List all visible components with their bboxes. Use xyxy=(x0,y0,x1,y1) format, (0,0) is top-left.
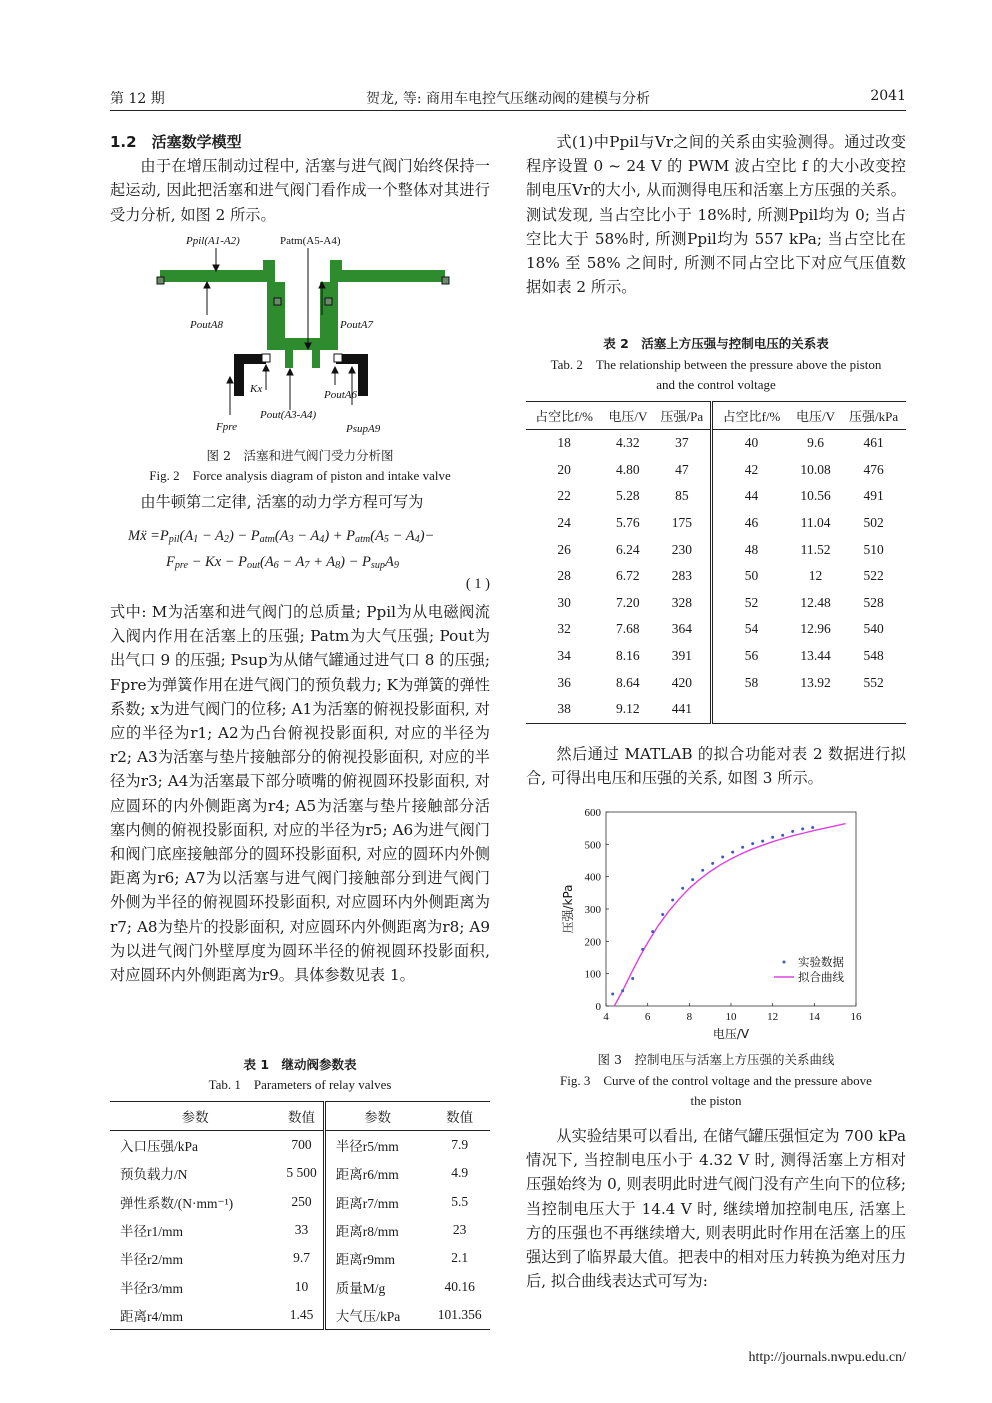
data-point xyxy=(811,826,814,829)
table-2-header-cell: 压强/kPa xyxy=(841,402,906,430)
table-2-cell: 40 xyxy=(744,435,759,451)
x-tick-label: 8 xyxy=(686,1011,693,1023)
table-2-cell: 42 xyxy=(744,461,759,477)
table-1-cell: 7.9 xyxy=(451,1137,469,1153)
table-1-row xyxy=(110,1188,490,1216)
y-axis-label: 压强/kPa xyxy=(561,884,575,934)
table-2-cell: 4.80 xyxy=(616,461,640,477)
data-point xyxy=(611,993,614,996)
x-tick-label: 10 xyxy=(725,1011,737,1023)
table-1-cell: 弹性系数/(N·mm⁻¹) xyxy=(120,1195,234,1211)
table-2-cell: 7.20 xyxy=(616,594,640,610)
figure-3-chart xyxy=(556,800,876,1045)
table-2-cell: 175 xyxy=(654,510,712,537)
table-1-cell: 1.45 xyxy=(280,1301,324,1330)
table-2-cell: 54 xyxy=(744,621,759,637)
table-1-caption-en: Tab. 1 Parameters of relay valves xyxy=(208,1077,392,1092)
table-1-cell: 质量M/g xyxy=(335,1280,386,1296)
table-1-cell: 距离r6/mm xyxy=(335,1167,399,1183)
table-2-caption-en-2: and the control voltage xyxy=(656,377,776,392)
x-tick-label: 4 xyxy=(603,1011,609,1023)
table-2-header-cell: 电压/V xyxy=(790,402,841,430)
table-2-cell: 58 xyxy=(744,674,759,690)
table-2-cell: 9.6 xyxy=(807,435,824,451)
label-pout-a6: PoutA6 xyxy=(324,389,357,401)
experiment-paragraph: 式(1)中Ppil与Vr之间的关系由实验测得。通过改变程序设置 0 ~ 24 V 的 PWM 波占空比 f 的大小改变控制电压Vr的大小, 从而测得电压和活塞上方压强的关系。测试发现, 当占空比小于 18%时, 所测Ppil均为 0; 当占空比大于 58%时, 所测Ppil均为 557 kPa; 当占空比在 18% 至 58% 之间时, 所测不同占空比下对应气压值数据如表 2 所示。 xyxy=(526,133,906,297)
newton-line xyxy=(110,490,490,514)
data-point xyxy=(801,827,804,830)
table-2-row xyxy=(526,669,906,696)
page-number: 2041 xyxy=(870,88,906,104)
table-1-cell: 33 xyxy=(280,1216,324,1244)
x-tick-label: 12 xyxy=(767,1011,779,1023)
definitions-block xyxy=(110,600,490,987)
table-2-cell: 44 xyxy=(744,488,759,504)
table-1-cell: 大气压/kPa xyxy=(335,1308,401,1324)
table-2-cell: 11.04 xyxy=(800,515,831,531)
table-2-cell: 540 xyxy=(863,621,884,637)
table-2-cell: 9.12 xyxy=(616,701,640,717)
table-2-cell: 38 xyxy=(557,701,571,717)
fitting-paragraph: 然后通过 MATLAB 的拟合功能对表 2 数据进行拟合, 可得出电压和压强的关系, 如图 3 所示。 xyxy=(526,745,906,788)
left-column-top xyxy=(110,130,490,227)
table-2-cell: 476 xyxy=(863,461,884,477)
legend-label: 拟合曲线 xyxy=(798,970,844,984)
table-2-cell: 37 xyxy=(654,430,712,457)
table-2-cell: 34 xyxy=(557,648,571,664)
table-2-cell: 6.24 xyxy=(616,541,640,557)
data-point xyxy=(711,862,714,865)
label-psup-a9: PsupA9 xyxy=(346,423,381,435)
table-2-cell: 548 xyxy=(863,648,884,664)
table-2-cell: 28 xyxy=(557,568,571,584)
data-point xyxy=(781,834,784,837)
data-point xyxy=(651,930,654,933)
table-1-cell: 5 500 xyxy=(280,1159,324,1187)
data-point xyxy=(661,913,664,916)
y-tick-label: 0 xyxy=(595,1001,601,1013)
table-2-cell: 6.72 xyxy=(616,568,640,584)
table-2-cell: 12.96 xyxy=(800,621,831,637)
table-2-cell: 30 xyxy=(557,594,571,610)
table-2-cell: 420 xyxy=(654,669,712,696)
data-point xyxy=(751,842,754,845)
fitting-paragraph-block xyxy=(526,742,906,790)
section-heading: 1.2 活塞数学模型 xyxy=(110,133,242,151)
data-point xyxy=(671,898,674,901)
table-2-header-cell: 占空比f/% xyxy=(526,402,602,430)
table-2-cell: 8.16 xyxy=(616,648,640,664)
table-2-cell: 13.92 xyxy=(800,674,831,690)
table-2-cell: 391 xyxy=(654,643,712,670)
data-point xyxy=(641,948,644,951)
label-kx: Kx xyxy=(250,383,263,395)
table-2-cell: 52 xyxy=(744,594,759,610)
table-2-cell: 283 xyxy=(654,563,712,590)
y-tick-label: 100 xyxy=(584,968,601,981)
table-2-cell xyxy=(790,696,841,723)
table-2-row xyxy=(526,563,906,590)
table-2-cell: 36 xyxy=(557,674,571,690)
figure-3-caption-en-1: Fig. 3 Curve of the control voltage and the pressure above xyxy=(560,1073,872,1088)
label-patm: Patm(A5-A4) xyxy=(280,235,341,247)
table-1-row xyxy=(110,1301,490,1330)
data-point xyxy=(741,846,744,849)
table-2-cell: 47 xyxy=(654,457,712,484)
table-2-cell: 328 xyxy=(654,590,712,617)
table-2-cell: 5.76 xyxy=(616,515,640,531)
table-2-cell: 48 xyxy=(744,541,759,557)
equation-number: ( 1 ) xyxy=(465,576,490,592)
table-2-cell: 12.48 xyxy=(800,594,831,610)
y-tick-label: 500 xyxy=(584,839,601,852)
table-1-caption-cn: 表 1 继动阀参数表 xyxy=(243,1057,357,1072)
equation-1-line-1: Mẍ $=P_{pil}(A_1 - A_2) - P_{atm}(A_3 - A_4) + P_{atm}(A_5 - A_4)-$ xyxy=(128,528,435,545)
data-point xyxy=(621,989,624,992)
data-point xyxy=(731,851,734,854)
table-2-cell: 85 xyxy=(654,483,712,510)
table-2-row xyxy=(526,643,906,670)
table-2-cell: 364 xyxy=(654,616,712,643)
table-1-header-cell: 参数 xyxy=(110,1102,280,1131)
y-tick-label: 200 xyxy=(584,936,601,949)
table-2-cell: 12 xyxy=(808,568,823,584)
table-2-row xyxy=(526,696,906,723)
table-2-row xyxy=(526,430,906,457)
table-2-row xyxy=(526,536,906,563)
table-1-cell: 距离r7/mm xyxy=(335,1195,399,1211)
table-1-cell: 40.16 xyxy=(444,1278,475,1294)
running-header xyxy=(110,88,906,110)
table-1-cell: 250 xyxy=(280,1188,324,1216)
label-fpre: Fpre xyxy=(216,421,237,433)
table-2-row xyxy=(526,590,906,617)
table-2-cell: 10.08 xyxy=(800,461,831,477)
table-2-cell: 32 xyxy=(557,621,571,637)
equation-1-line-2: $F_{pre} - Kx - P_{out}(A_6 - A_7 + A_8) - P_{sup}A_9$ xyxy=(166,554,399,571)
label-pout-a3a4: Pout(A3-A4) xyxy=(260,409,317,421)
table-2-cell: 7.68 xyxy=(616,621,640,637)
table-1-cell: 10 xyxy=(280,1272,324,1300)
table-1-cell: 半径r5/mm xyxy=(335,1139,399,1155)
table-2-cell: 11.52 xyxy=(800,541,831,557)
table-2-cell xyxy=(841,696,906,723)
table-2-cell: 491 xyxy=(863,488,884,504)
table-2-cell: 4.32 xyxy=(616,435,640,451)
table-1-cell: 半径r2/mm xyxy=(120,1252,183,1268)
table-1-row xyxy=(110,1244,490,1272)
table-1-header-cell: 参数 xyxy=(324,1102,429,1131)
label-pout-a8: PoutA8 xyxy=(190,319,223,331)
table-2-cell: 528 xyxy=(863,594,884,610)
table-1-row xyxy=(110,1131,490,1160)
table-2-cell: 510 xyxy=(863,541,884,557)
table-2-cell: 10.56 xyxy=(800,488,831,504)
table-1-row xyxy=(110,1159,490,1187)
y-tick-label: 300 xyxy=(584,904,601,916)
issue-number: 第 12 期 xyxy=(110,91,165,107)
table-2-cell: 461 xyxy=(863,435,884,451)
y-tick-label: 600 xyxy=(584,807,601,819)
table-1-cell: 预负载力/N xyxy=(120,1167,188,1183)
table-1-cell: 101.356 xyxy=(437,1306,482,1322)
table-2-cell: 20 xyxy=(557,461,571,477)
table-2-cell: 24 xyxy=(557,515,571,531)
figure-2-diagram xyxy=(150,230,460,440)
data-point xyxy=(691,878,694,881)
table-1-cell: 半径r1/mm xyxy=(120,1224,183,1240)
piston-shape xyxy=(157,260,449,368)
data-point xyxy=(771,836,774,839)
label-pout-a7: PoutA7 xyxy=(340,319,373,331)
table-2-row xyxy=(526,483,906,510)
x-axis-label: 电压/V xyxy=(712,1027,750,1041)
data-point xyxy=(791,830,794,833)
table-2-cell: 22 xyxy=(557,488,571,504)
newton-sentence: 由牛顿第二定律, 活塞的动力学方程可写为 xyxy=(140,493,424,511)
table-1-cell: 700 xyxy=(280,1131,324,1160)
figure-3-caption-en-2: the piston xyxy=(690,1093,742,1108)
data-point xyxy=(721,855,724,858)
data-point xyxy=(761,840,764,843)
table-2-cell: 46 xyxy=(744,515,759,531)
table-2-cell: 502 xyxy=(863,515,884,531)
table-2-cell: 5.28 xyxy=(616,488,640,504)
x-tick-label: 6 xyxy=(644,1011,651,1023)
table-1-cell: 距离r4/mm xyxy=(120,1308,183,1324)
table-2-cell xyxy=(712,696,790,723)
table-1-cell: 2.1 xyxy=(451,1250,469,1266)
table-1-cell: 入口压强/kPa xyxy=(120,1139,199,1155)
conclusion-block xyxy=(526,1124,906,1293)
table-2-header-cell: 压强/Pa xyxy=(654,402,712,430)
table-1-cell: 距离r8/mm xyxy=(335,1224,399,1240)
table-1-header-cell: 数值 xyxy=(429,1102,490,1131)
table-2-cell: 50 xyxy=(744,568,759,584)
figure-2-caption-en: Fig. 2 Force analysis diagram of piston and intake valve xyxy=(149,468,451,483)
table-2-row xyxy=(526,510,906,537)
table-2-cell: 8.64 xyxy=(616,674,640,690)
data-point xyxy=(681,887,684,890)
table-2 xyxy=(526,401,906,724)
running-title: 贺龙, 等: 商用车电控气压继动阀的建模与分析 xyxy=(365,91,651,107)
table-2-row xyxy=(526,457,906,484)
figure-3-caption-cn: 图 3 控制电压与活塞上方压强的关系曲线 xyxy=(597,1052,835,1067)
right-column-top xyxy=(526,130,906,299)
table-1-row xyxy=(110,1272,490,1300)
header-rule xyxy=(110,110,906,111)
table-1-cell: 半径r3/mm xyxy=(120,1280,183,1296)
data-point xyxy=(631,977,634,980)
table-2-cell: 441 xyxy=(654,696,712,723)
table-1-cell: 5.5 xyxy=(451,1193,469,1209)
table-2-header-cell: 占空比f/% xyxy=(712,402,790,430)
table-1-cell: 4.9 xyxy=(451,1165,469,1181)
x-tick-label: 14 xyxy=(808,1011,820,1023)
table-1-cell: 9.7 xyxy=(280,1244,324,1272)
definitions-paragraph: 式中: M为活塞和进气阀门的总质量; Ppil为从电磁阀流入阀内作用在活塞上的压强; Patm为大气压强; Pout为出气口 9 的压强; Psup为从储气罐通过进气口 8 的压强; Fpre为弹簧作用在进气阀门的预负载力; K为弹簧的弹性系数; x为进气阀门的位移; A1为活塞的俯视投影面积, 对应的半径为r1; A2为凸台俯视投影面积, 对应的半径为r2; A3为活塞与垫片接触部分的俯视投影面积, 对应的半径为r3; A4为活塞最下部分喷嘴的俯视圆环投影面积, 对应圆环的内外侧距离为r4; A5为活塞与垫片接触部分活塞内侧的俯视投影面积, 对应的半径为r5; A6为进气阀门和阀门底座接触部分的圆环投影面积, 对应的圆环内外侧距离为r6; A7为以活塞与进气阀门接触部分到进气阀门外侧为半径的俯视圆环投影面积, 对应圆环内外侧距离为r7; A8为垫片的投影面积, 对应圆环内外侧距离为r8; A9为以进气阀门外壁厚度为圆环半径的俯视圆环投影面积, 对应圆环内外侧距离为r9。具体参数见表 1。 xyxy=(110,603,490,985)
intro-paragraph: 由于在增压制动过程中, 活塞与进气阀门始终保持一起运动, 因此把活塞和进气阀门看作成一个整体对其进行受力分析, 如图 2 所示。 xyxy=(110,157,490,224)
table-1-header-cell: 数值 xyxy=(280,1102,324,1131)
table-2-caption-en-1: Tab. 2 The relationship between the pressure above the piston xyxy=(550,357,882,372)
table-2-cell: 56 xyxy=(744,648,759,664)
label-ppil: Ppil(A1-A2) xyxy=(186,235,240,247)
table-2-row xyxy=(526,616,906,643)
table-2-cell: 18 xyxy=(557,435,571,451)
table-2-cell: 522 xyxy=(863,568,884,584)
table-1 xyxy=(110,1101,490,1330)
x-tick-label: 16 xyxy=(850,1011,862,1023)
legend-point-swatch xyxy=(783,961,786,964)
legend-label: 实验数据 xyxy=(798,955,844,969)
table-1-cell: 距离r9mm xyxy=(335,1252,396,1268)
table-2-header-cell: 电压/V xyxy=(602,402,653,430)
table-1-cell: 23 xyxy=(452,1222,467,1238)
journal-url[interactable]: http://journals.nwpu.edu.cn/ xyxy=(748,1350,906,1365)
table-2-cell: 26 xyxy=(557,541,571,557)
data-point xyxy=(701,869,704,872)
table-2-caption-cn: 表 2 活塞上方压强与控制电压的关系表 xyxy=(603,336,829,351)
conclusion-paragraph: 从实验结果可以看出, 在储气罐压强恒定为 700 kPa 情况下, 当控制电压小于 4.32 V 时, 测得活塞上方相对压强始终为 0, 则表明此时进气阀门没有产生向下的位移; 当控制电压大于 14.4 V 时, 继续增加控制电压, 活塞上方的压强也不再继续增大, 则表明此时作用在活塞上的压强达到了临界最大值。把表中的相对压力转换为绝对压力后, 拟合曲线表达式可写为: xyxy=(526,1127,906,1291)
y-tick-label: 400 xyxy=(584,871,601,884)
table-2-cell: 552 xyxy=(863,674,884,690)
table-2-cell: 13.44 xyxy=(800,648,831,664)
figure-2-caption-cn: 图 2 活塞和进气阀门受力分析图 xyxy=(206,448,394,463)
table-2-cell: 230 xyxy=(654,536,712,563)
table-1-row xyxy=(110,1216,490,1244)
